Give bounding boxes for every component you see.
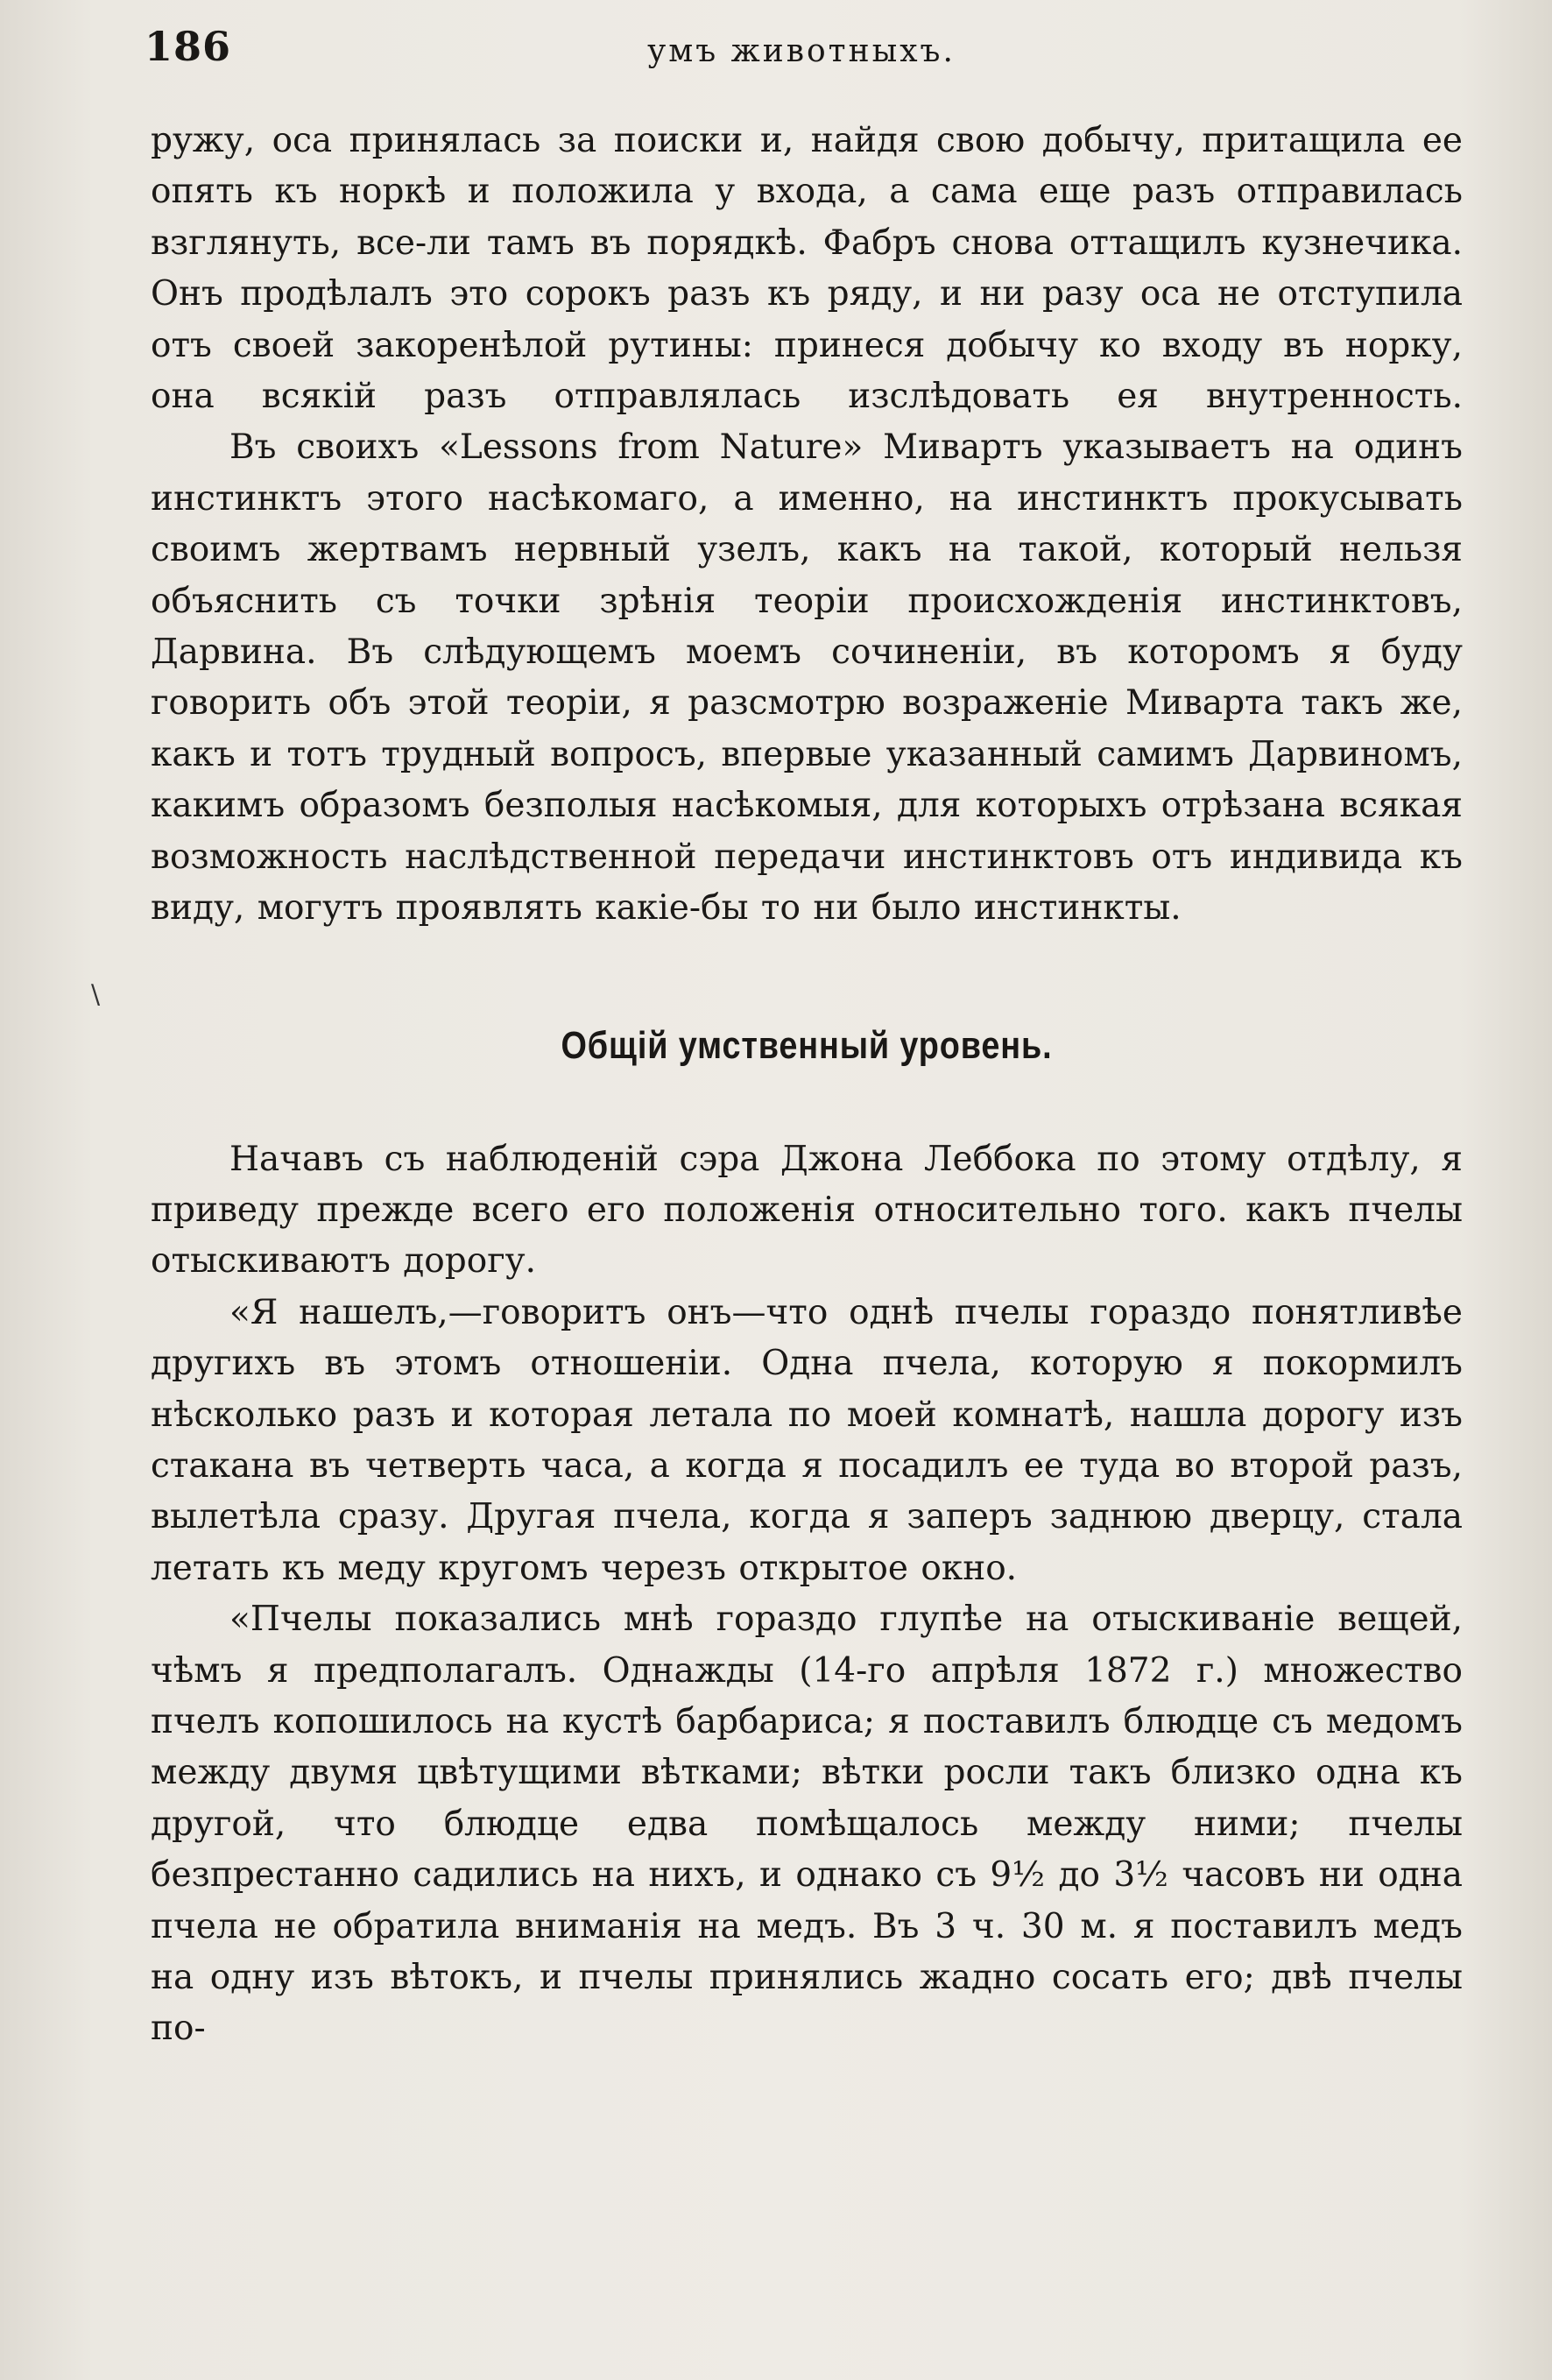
page-number: 186 xyxy=(145,23,232,70)
paragraph-quote-bees-2: «Пчелы показались мнѣ гораздо глупѣе на отыскиваніе вещей, чѣмъ я предполагалъ. Однажды (14-го апрѣля 1872 г.) множество пчелъ копошилось на кустѣ барбариса; я поставилъ блюдце съ медомъ между двумя цвѣтущими вѣтками; вѣтки росли такъ близко одна къ другой, что блюдце едва помѣщалось между ними; пчелы безпрестанно садились на нихъ, и однако съ 9½ до 3½ часовъ ни одна пчела не обратила вниманія на медъ. Въ 3 ч. 30 м. я поставилъ медъ на одну изъ вѣтокъ, и пчелы принялись жадно сосать его; двѣ пчелы по- xyxy=(151,1600,1463,2049)
running-head xyxy=(145,23,1458,75)
section-heading: Общій умственный уровень. xyxy=(561,1023,1053,1067)
paragraph-mivart: Въ своихъ «Lessons from Nature» Мивартъ указываетъ на одинъ инстинктъ этого насѣкомаго, а именно, на инстинктъ прокусывать своимъ жертвамъ нервный узелъ, какъ на такой, который нельзя объяснить съ точки зрѣнія теоріи происхожденія инстинктовъ, Дарвина. Въ слѣдующемъ моемъ сочиненіи, въ которомъ я буду говорить объ этой теоріи, я разсмотрю возраженіе Миварта такъ же, какъ и тотъ трудный вопросъ, впервые указанный самимъ Дарвиномъ, какимъ образомъ безполыя насѣкомыя, для которыхъ отрѣзана всякая возможность наслѣдственной передачи инстинктовъ отъ индивида къ виду, могутъ проявлять какіе-бы то ни было инстинкты. xyxy=(151,427,1463,929)
paragraph-quote-bees-1: «Я нашелъ,—говоритъ онъ—что однѣ пчелы гораздо понятливѣе другихъ въ этомъ отношеніи. Одна пчела, которую я покормилъ нѣсколько разъ и которая летала по моей комнатѣ, нашла дорогу изъ стакана въ четверть часа, а когда я посадилъ ее туда во второй разъ, вылетѣла сразу. Другая пчела, когда я заперъ заднюю дверцу, стала летать къ меду кругомъ черезъ открытое окно. xyxy=(151,1292,1463,1588)
running-title: умъ животныхъ. xyxy=(647,33,956,69)
margin-mark: \ xyxy=(91,979,101,1010)
page-body xyxy=(151,116,1463,2055)
paragraph-continued: ружу, оса принялась за поиски и, найдя свою добычу, притащила ее опять къ норкѣ и положила у входа, а сама еще разъ отправилась взглянуть, все-ли тамъ въ порядкѣ. Фабръ снова оттащилъ кузнечика. Онъ продѣлалъ это сорокъ разъ къ ряду, и ни разу оса не отступила отъ своей закоренѣлой рутины: принеся добычу ко входу въ норку, она всякій разъ отправлялась изслѣдовать ея внутренность. xyxy=(151,121,1463,417)
paragraph-lubbock-intro: Начавъ съ наблюденій сэра Джона Леббока по этому отдѣлу, я приведу прежде всего его положенія относительно того. какъ пчелы отыскиваютъ дорогу. xyxy=(151,1139,1463,1282)
